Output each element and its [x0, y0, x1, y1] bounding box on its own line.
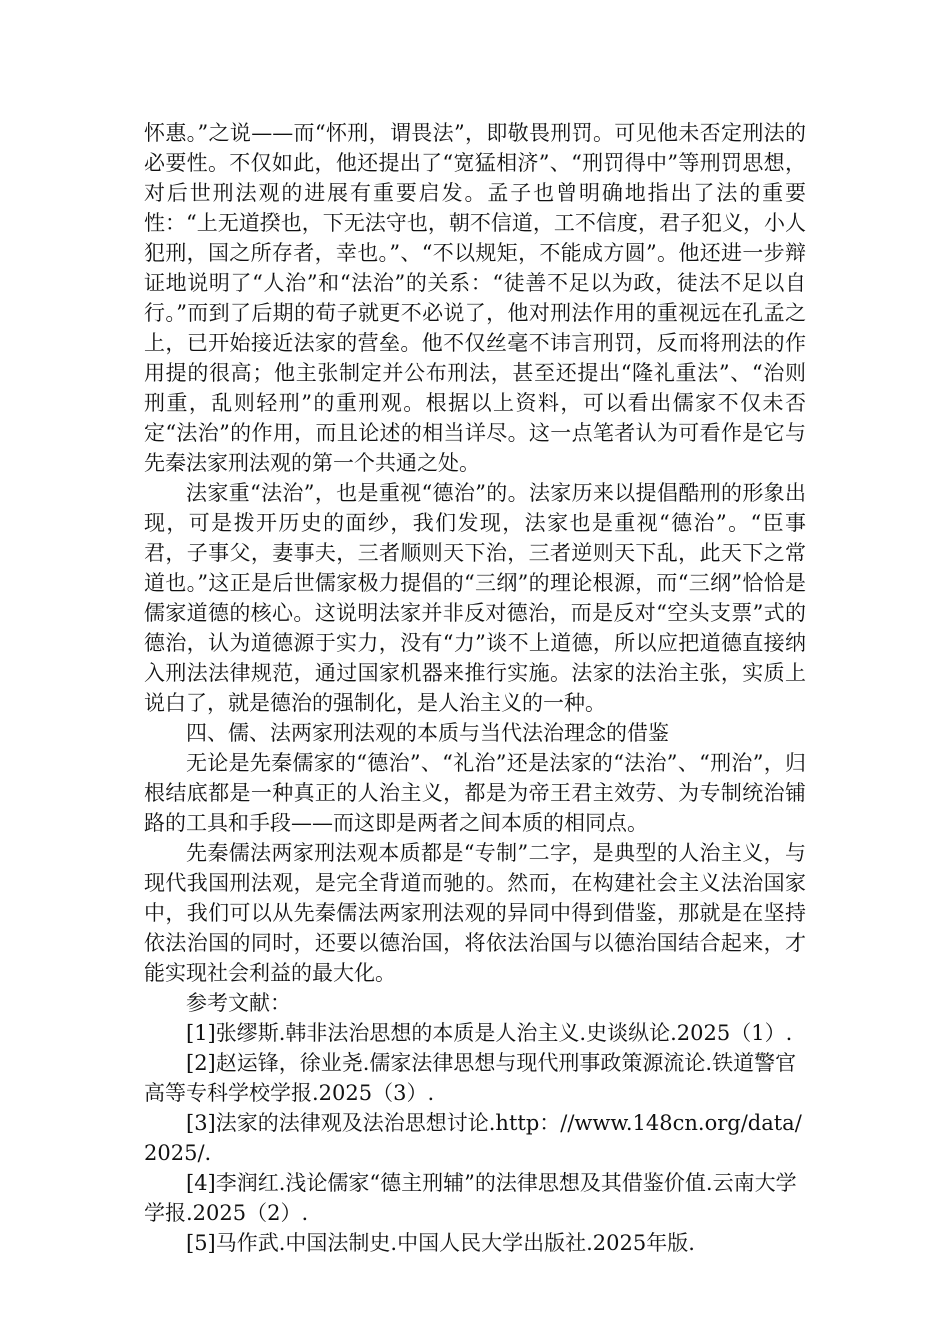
reference-item: [1]张缪斯.韩非法治思想的本质是人治主义.史谈纵论.2025（1）.	[186, 1021, 793, 1045]
paragraph-legalist-virtue: 法家重“法治”，也是重视“德治”的。法家历来以提倡酷刑的形象出现，可是拨开历史的面纱，我们发现，法家也是重视“德治”。“臣事君，子事父，妻事夫，三者顺则天下治，三者逆则天下乱，此天下之常道也。”这正是后世儒家极力提倡的“三纲”的理论根源，而“三纲”恰恰是儒家道德的核心。这说明法家并非反对德治，而是反对“空头支票”式的德治，认为道德源于实力，没有“力”谈不上道德，所以应把道德直接纳入刑法法律规范，通过国家机器来推行实施。法家的法治主张，实质上说白了，就是德治的强制化，是人治主义的一种。	[144, 481, 806, 715]
reference-item: [4]李润红.浅论儒家“德主刑辅”的法律思想及其借鉴价值.云南大学学报.2025（2）.	[144, 1171, 797, 1225]
reference-item: [3]法家的法律观及法治思想讨论.http：//www.148cn.org/data/2025/.	[144, 1111, 802, 1165]
section-heading: 四、儒、法两家刑法观的本质与当代法治理念的借鉴	[186, 721, 669, 745]
reference-item: [5]马作武.中国法制史.中国人民大学出版社.2025年版.	[186, 1231, 695, 1255]
reference-item: [2]赵运锋，徐业尧.儒家法律思想与现代刑事政策源流论.铁道警官高等专科学校学报.2025（3）.	[144, 1051, 797, 1105]
paragraph-continuation: 怀惠。”之说——而“怀刑，谓畏法”，即敬畏刑罚。可见他未否定刑法的必要性。不仅如此，他还提出了“宽猛相济”、“刑罚得中”等刑罚思想，对后世刑法观的进展有重要启发。孟子也曾明确地指出了法的重要性：“上无道揆也，下无法守也，朝不信道，工不信度，君子犯义，小人犯刑，国之所存者，幸也。”、“不以规矩，不能成方圆”。他还进一步辩证地说明了“人治”和“法治”的关系：“徒善不足以为政，徒法不足以自行。”而到了后期的荀子就更不必说了，他对刑法作用的重视远在孔孟之上，已开始接近法家的营垒。他不仅丝毫不讳言刑罚，反而将刑法的作用提的很高；他主张制定并公布刑法，甚至还提出“隆礼重法”、“治则刑重，乱则轻刑”的重刑观。根据以上资料，可以看出儒家不仅未否定“法治”的作用，而且论述的相当详尽。这一点笔者认为可看作是它与先秦法家刑法观的第一个共通之处。	[144, 121, 806, 475]
paragraph-conclusion: 先秦儒法两家刑法观本质都是“专制”二字，是典型的人治主义，与现代我国刑法观，是完全背道而驰的。然而，在构建社会主义法治国家中，我们可以从先秦儒法两家刑法观的异同中得到借鉴，那就是在坚持依法治国的同时，还要以德治国，将依法治国与以德治国结合起来，才能实现社会利益的最大化。	[144, 841, 806, 985]
references-heading: 参考文献：	[186, 991, 291, 1015]
document-page	[144, 118, 806, 1258]
paragraph-essence: 无论是先秦儒家的“德治”、“礼治”还是法家的“法治”、“刑治”，归根结底都是一种真正的人治主义，都是为帝王君主效劳、为专制统治铺路的工具和手段——而这即是两者之间本质的相同点。	[144, 751, 806, 835]
